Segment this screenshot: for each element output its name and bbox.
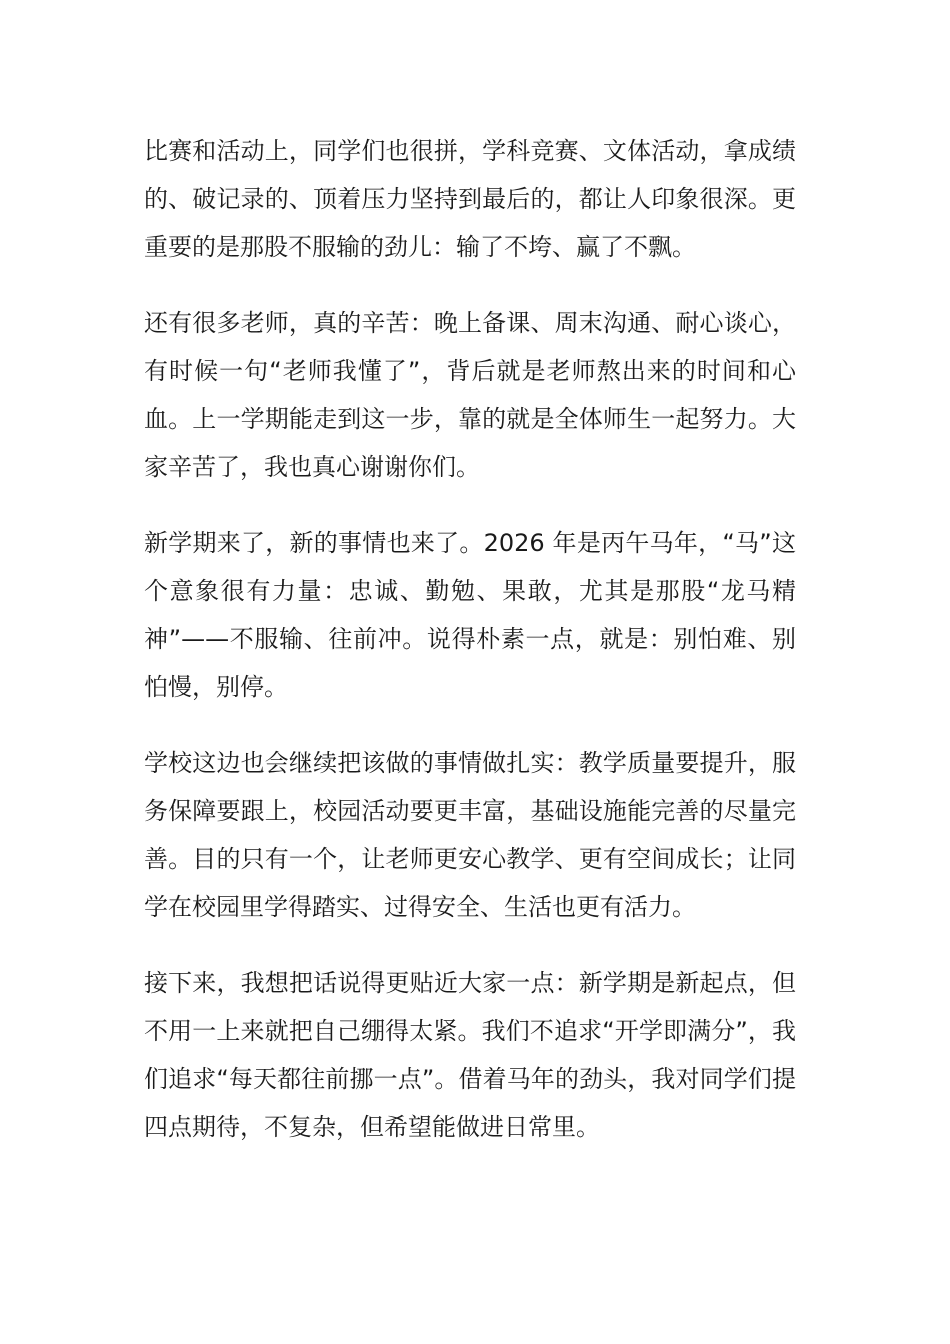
paragraph-competitions: 比赛和活动上，同学们也很拼，学科竞赛、文体活动，拿成绩的、破记录的、顶着压力坚持到最后的，都让人印象很深。更重要的是那股不服输的劲儿：输了不垮、赢了不飘。 <box>144 137 796 261</box>
paragraph-expectations: 接下来，我想把话说得更贴近大家一点：新学期是新起点，但不用一上来就把自己绷得太紧。我们不追求“开学即满分”，我们追求“每天都往前挪一点”。借着马年的劲头，我对同学们提四点期待，不复杂，但希望能做进日常里。 <box>144 969 796 1141</box>
paragraph-teachers: 还有很多老师，真的辛苦：晚上备课、周末沟通、耐心谈心，有时候一句“老师我懂了”，背后就是老师熬出来的时间和心血。上一学期能走到这一步，靠的就是全体师生一起努力。大家辛苦了，我也真心谢谢你们。 <box>144 309 796 481</box>
document-body <box>144 127 796 1179</box>
paragraph-new-semester: 新学期来了，新的事情也来了。2026 年是丙午马年，“马”这个意象很有力量：忠诚、勤勉、果敢，尤其是那股“龙马精神”——不服输、往前冲。说得朴素一点，就是：别怕难、别怕慢，别停。 <box>144 529 796 701</box>
paragraph-school-plans: 学校这边也会继续把该做的事情做扎实：教学质量要提升，服务保障要跟上，校园活动要更丰富，基础设施能完善的尽量完善。目的只有一个，让老师更安心教学、更有空间成长；让同学在校园里学得踏实、过得安全、生活也更有活力。 <box>144 749 796 921</box>
